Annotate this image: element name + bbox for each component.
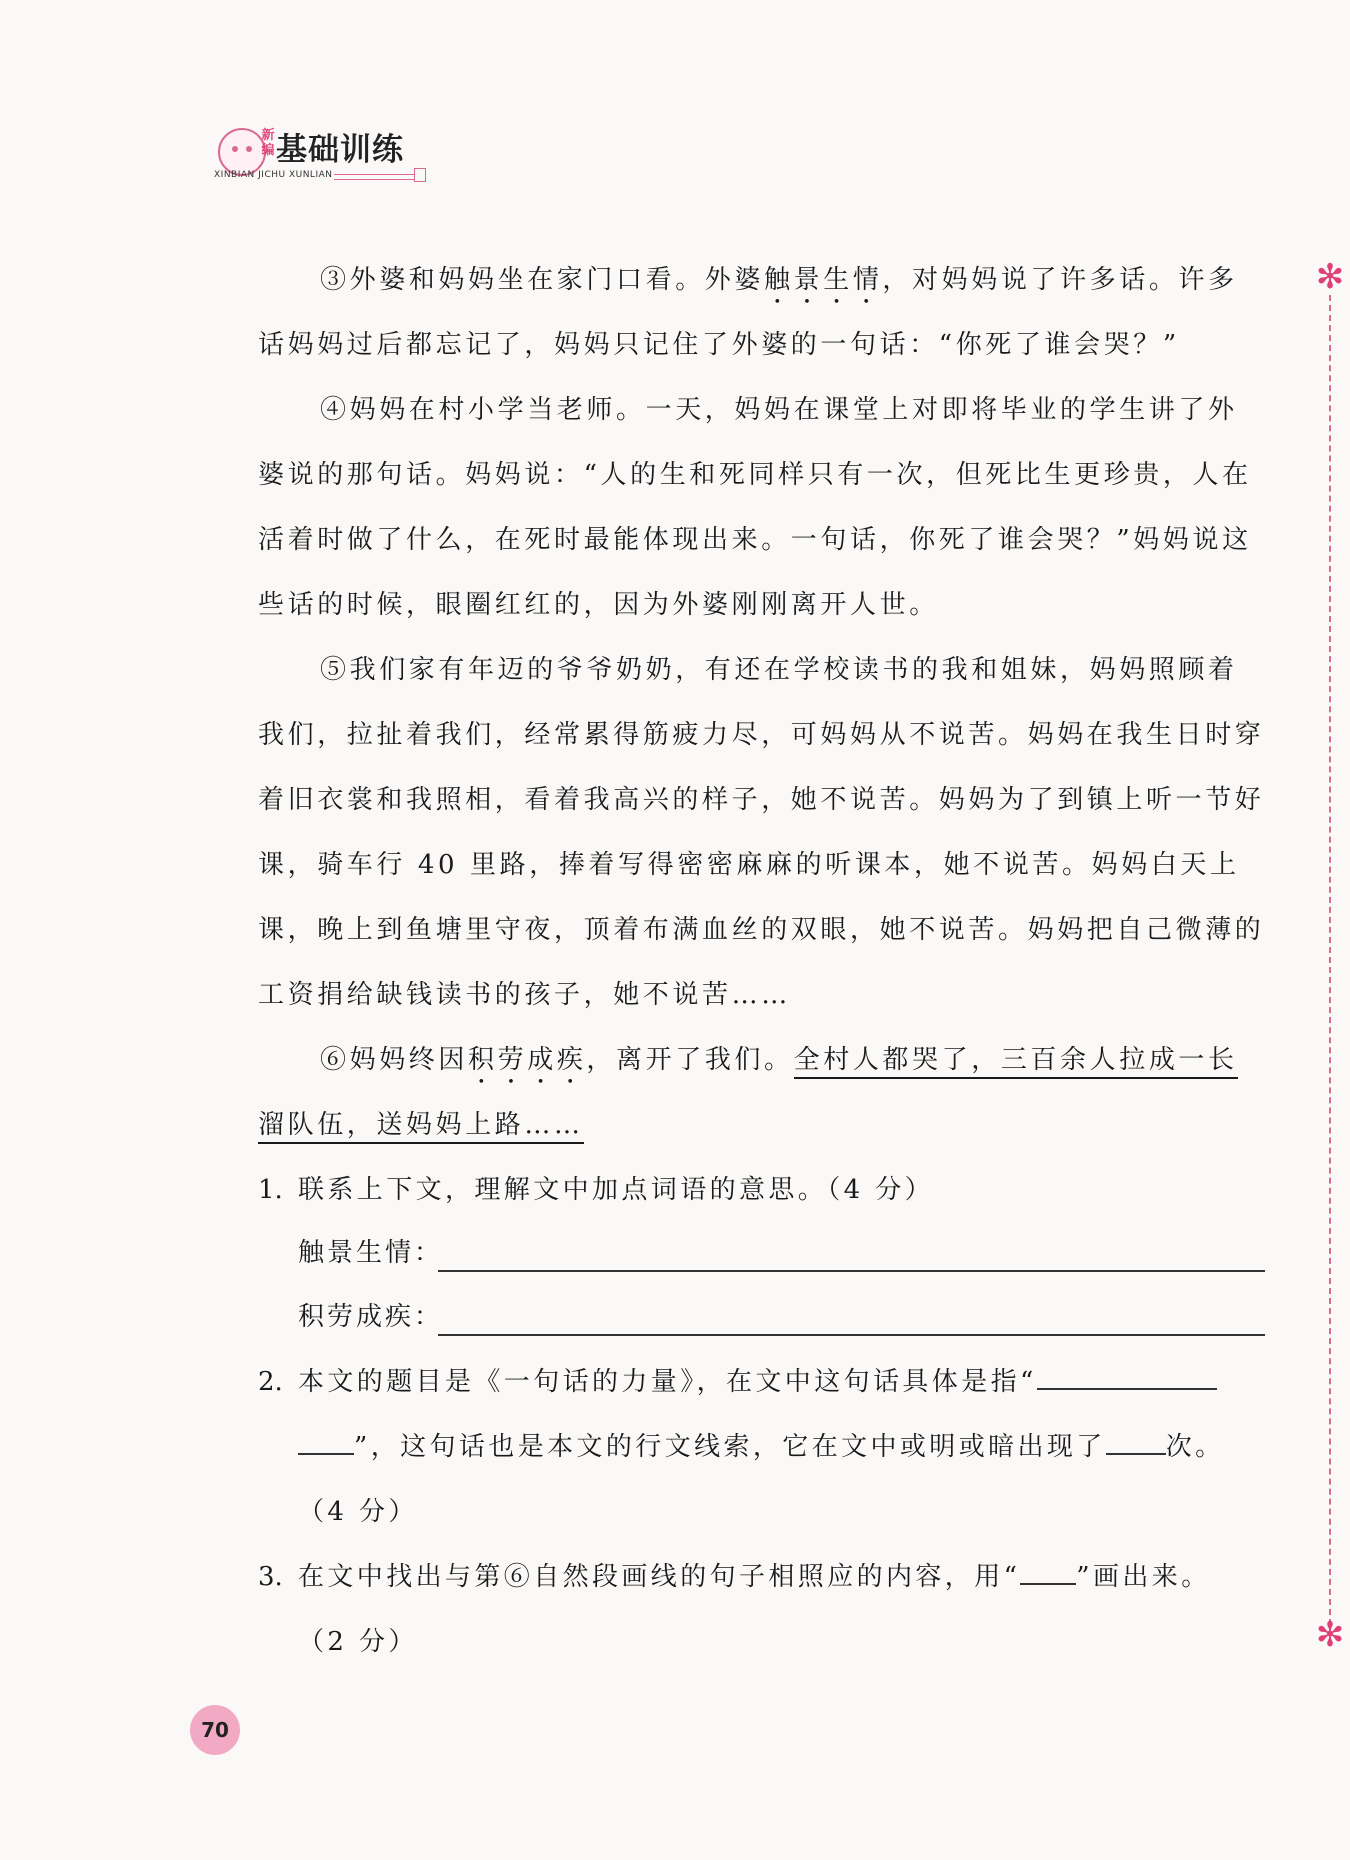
question-1-text: 联系上下文，理解文中加点词语的意思。（4 分） [298, 1175, 935, 1205]
paragraph-3 [258, 248, 1265, 378]
underlined-sentence: 全村人都哭了，三百余人拉成一长溜队伍，送妈妈上路…… [258, 1045, 1238, 1144]
paragraph-4: ④妈妈在村小学当老师。一天，妈妈在课堂上对即将毕业的学生讲了外婆说的那句话。妈妈说：“人的生和死同样只有一次，但死比生更珍贵，人在活着时做了什么，在死时最能体现出来。一句话，你死了谁会哭？”妈妈说这些话的时候，眼圈红红的，因为外婆刚刚离开人世。 [258, 395, 1252, 620]
paragraph-6-text-a: ⑥妈妈终因 [320, 1045, 469, 1075]
answer-label-jilao: 积劳成疾： [298, 1302, 444, 1332]
question-3-text-b: ”画出来。 [1076, 1562, 1211, 1592]
flower-icon: ✻ [1315, 1615, 1345, 1655]
answer-line-jilao[interactable] [438, 1334, 1265, 1336]
paragraph-6 [258, 1028, 1265, 1158]
question-3-text-a: 在文中找出与第⑥自然段画线的句子相照应的内容，用“ [298, 1562, 1021, 1592]
dotted-word-chujing: 触景生情 [764, 265, 883, 295]
brand-title: 基础训练 [276, 132, 404, 168]
brand-pinyin: XINBIAN JICHU XUNLIAN [214, 170, 333, 180]
header-decoration [334, 174, 414, 180]
page-header [212, 118, 432, 188]
answer-blank-mark [1020, 1555, 1076, 1585]
paragraph-3-text-b: ，对妈妈说了许多话。许多话妈妈过后都忘记了，妈妈只记住了外婆的一句话：“你死了谁会哭？” [258, 265, 1238, 360]
question-2-text-a: 本文的题目是《一句话的力量》，在文中这句话具体是指“ [298, 1367, 1037, 1397]
answer-row-2 [298, 1296, 1265, 1346]
page-number: 70 [190, 1705, 240, 1755]
question-3-number: 3. [258, 1562, 283, 1592]
question-2 [258, 1350, 1265, 1545]
paragraph-3-text-a: ③外婆和妈妈坐在家门口看。外婆 [320, 265, 765, 295]
question-1-number: 1. [258, 1175, 283, 1205]
answer-blank-sentence-cont[interactable] [298, 1425, 354, 1455]
question-3-score: （2 分） [298, 1627, 418, 1657]
flower-icon: ✻ [1315, 257, 1345, 297]
answer-blank-count[interactable] [1106, 1425, 1166, 1455]
question-2-number: 2. [258, 1367, 283, 1397]
dotted-word-jilao: 积劳成疾 [468, 1045, 587, 1075]
answer-label-chujing: 触景生情： [298, 1238, 444, 1268]
question-2-score: （4 分） [298, 1497, 418, 1527]
question-1 [258, 1158, 1265, 1223]
answer-blank-sentence[interactable] [1037, 1360, 1217, 1390]
answer-line-chujing[interactable] [438, 1270, 1265, 1272]
margin-dashed-line [1329, 295, 1331, 1625]
paragraph-5: ⑤我们家有年迈的爷爷奶奶，有还在学校读书的我和姐妹，妈妈照顾着我们，拉扯着我们，经常累得筋疲力尽，可妈妈从不说苦。妈妈在我生日时穿着旧衣裳和我照相，看着我高兴的样子，她不说苦。妈妈为了到镇上听一节好课，骑车行 40 里路，捧着写得密密麻麻的听课本，她不说苦。妈妈白天上课，晚上到鱼塘里守夜，顶着布满血丝的双眼，她不说苦。妈妈把自己微薄的工资捐给缺钱读书的孩子，她不说苦…… [258, 655, 1265, 1010]
question-2-text-c: 次。 [1165, 1432, 1225, 1462]
question-2-text-b: ”，这句话也是本文的行文线索，它在文中或明或暗出现了 [354, 1432, 1106, 1462]
answer-row-1 [298, 1232, 1265, 1282]
question-3 [258, 1545, 1265, 1675]
paragraph-6-text-b: ，离开了我们。 [586, 1045, 794, 1075]
mascot-icon [218, 128, 266, 176]
brand-small-label: 新编 [261, 128, 275, 158]
